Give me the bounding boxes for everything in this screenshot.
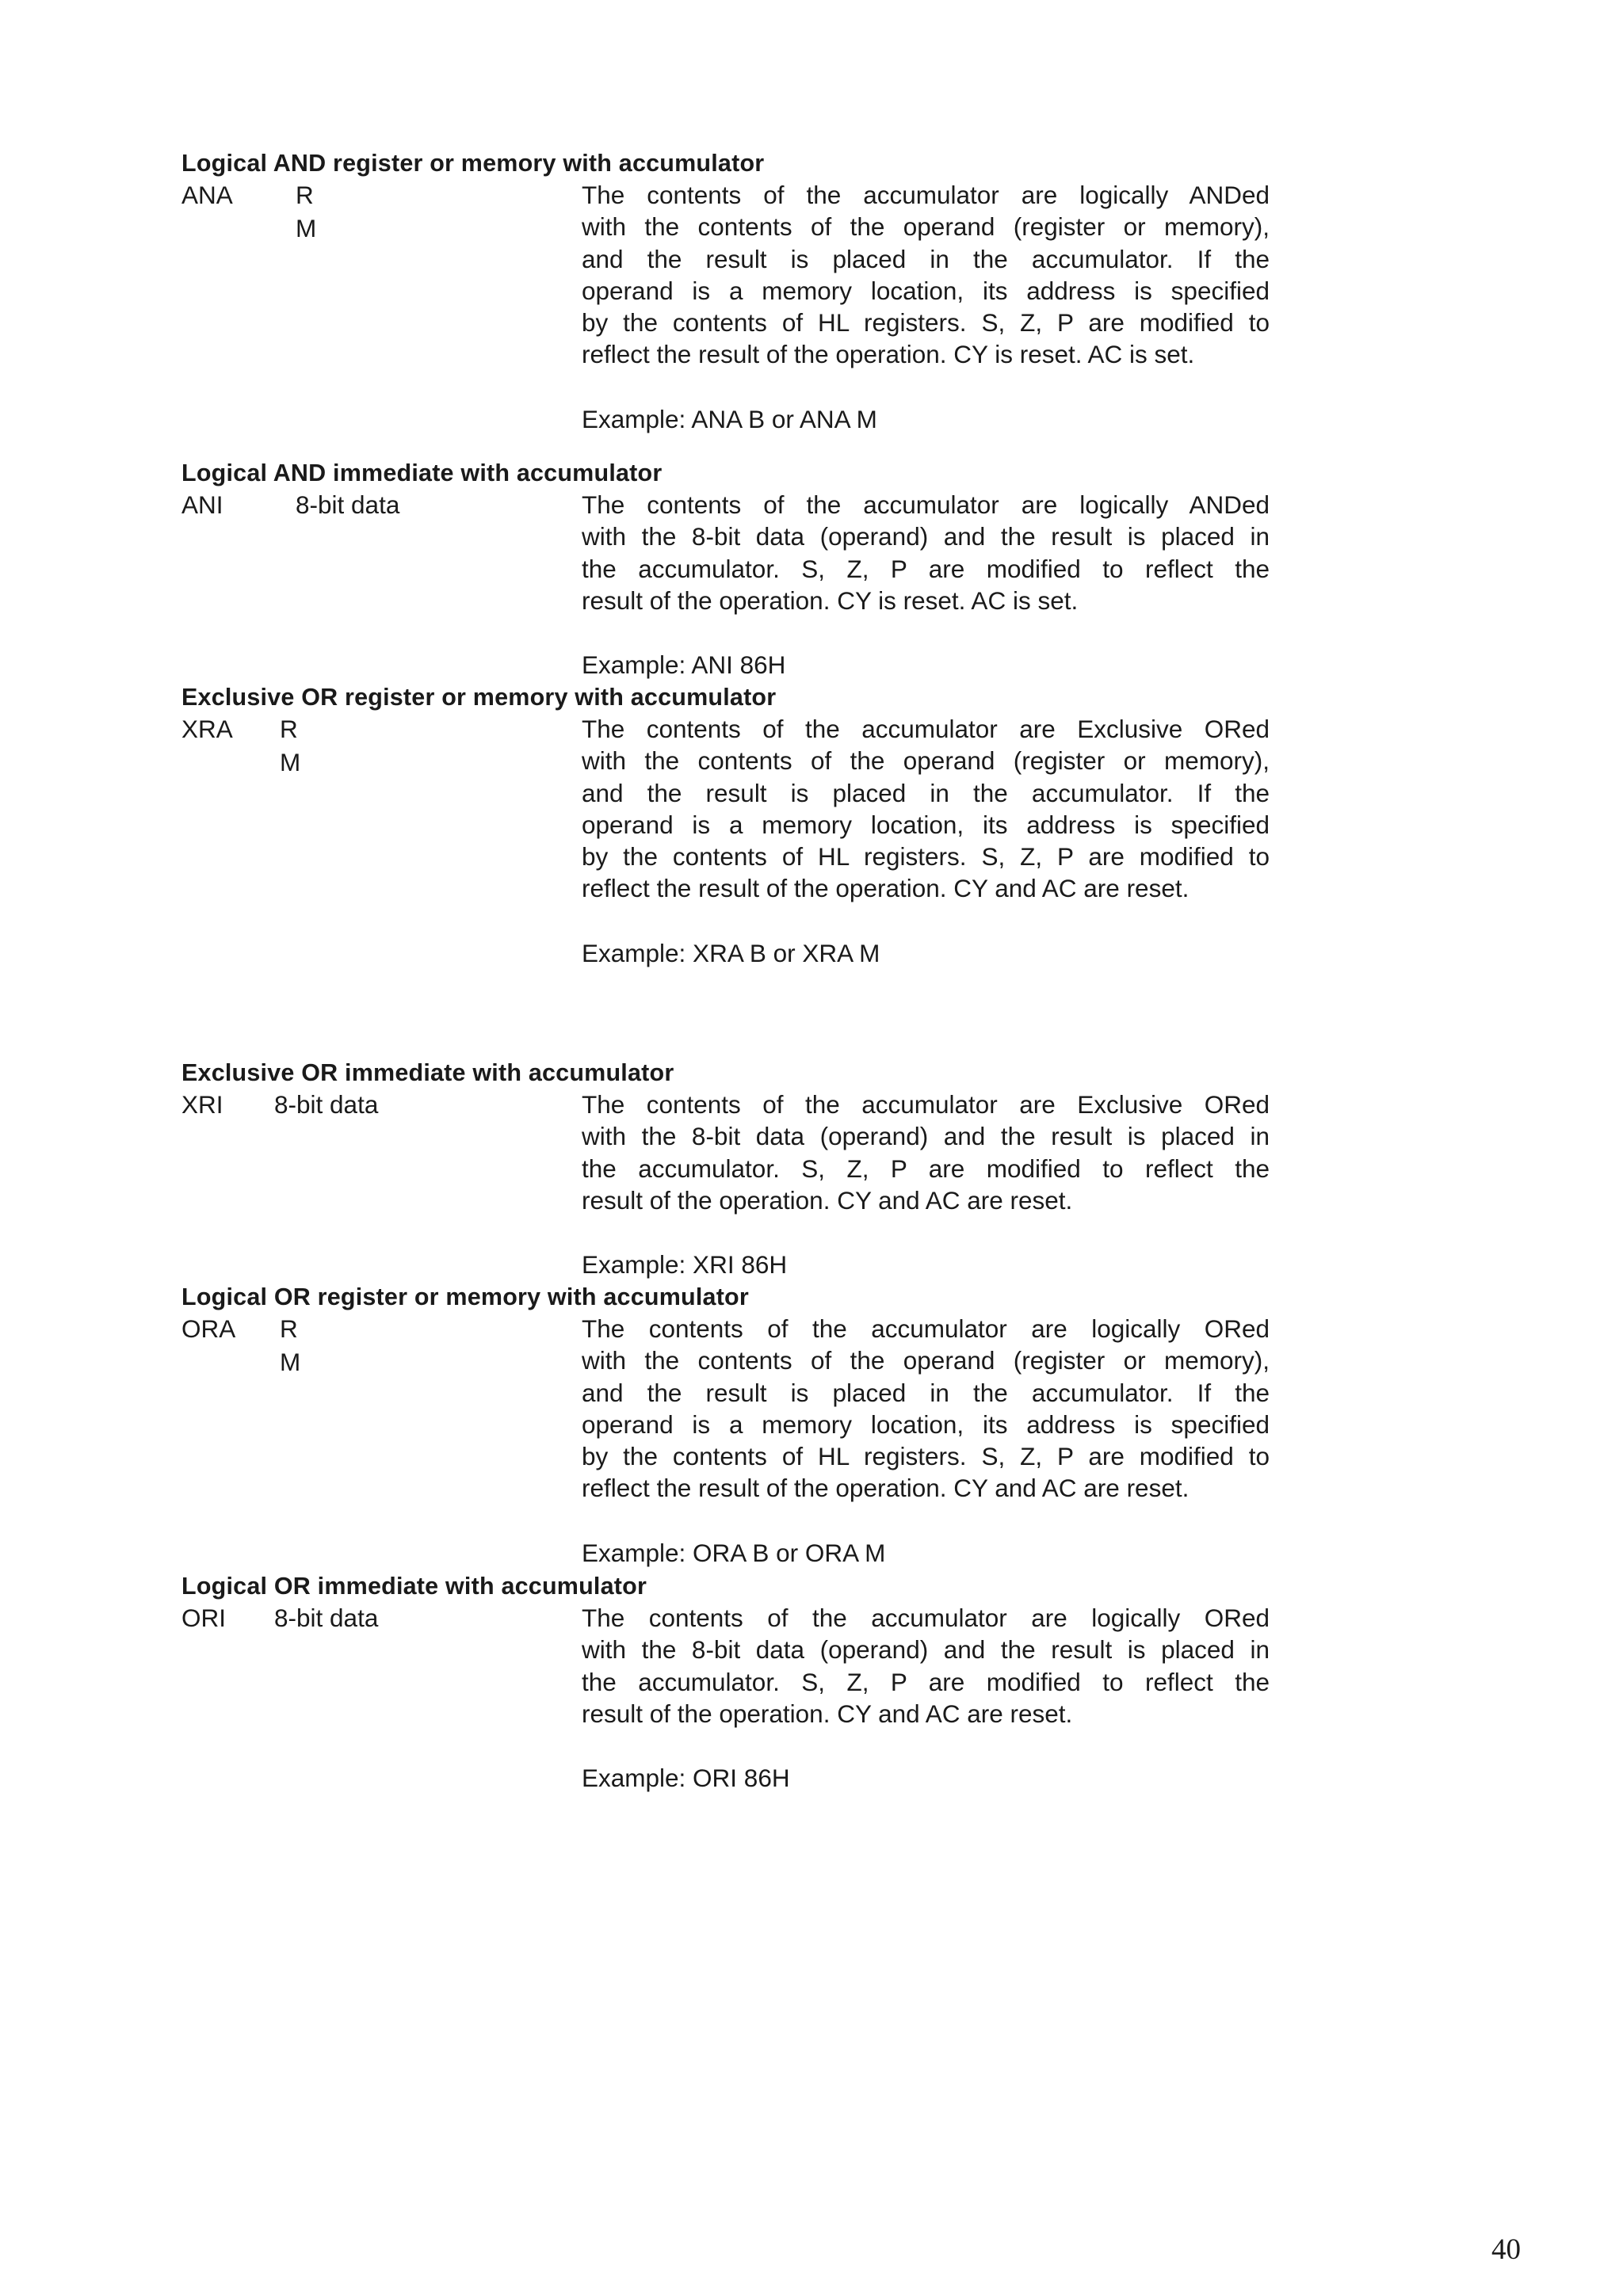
instruction-section-ana xyxy=(181,147,1283,433)
description-line: by the contents of HL registers. S, Z, P are modified to xyxy=(582,1442,1270,1471)
description-line: the accumulator. S, Z, P are modified to reflect the xyxy=(582,1667,1270,1696)
section-title: Logical AND register or memory with accumulator xyxy=(181,150,765,177)
section-title: Exclusive OR immediate with accumulator xyxy=(181,1059,674,1086)
description-line: reflect the result of the operation. CY and AC are reset. xyxy=(582,1474,1190,1503)
instruction-row xyxy=(181,1089,1283,1279)
instruction-row xyxy=(181,1602,1283,1792)
description-line: with the contents of the operand (register or memory), xyxy=(582,746,1270,776)
instruction-section-ani xyxy=(181,457,1283,679)
description-line: The contents of the accumulator are logically ANDed xyxy=(582,490,1270,519)
description-line: result of the operation. CY and AC are reset. xyxy=(582,1699,1073,1728)
example: Example: ORA B or ORA M xyxy=(582,1539,886,1567)
description xyxy=(582,489,1270,616)
operand: R xyxy=(280,1314,298,1343)
description xyxy=(582,713,1270,905)
mnemonic: XRA xyxy=(181,715,233,743)
description-line: with the 8-bit data (operand) and the result is placed in xyxy=(582,1635,1270,1665)
description-line: the accumulator. S, Z, P are modified to reflect the xyxy=(582,1154,1270,1183)
instruction-row xyxy=(181,1313,1283,1567)
mnemonic: ORA xyxy=(181,1314,236,1343)
description-line: and the result is placed in the accumulator. If the xyxy=(582,244,1270,273)
description-line: reflect the result of the operation. CY and AC are reset. xyxy=(582,874,1190,903)
description xyxy=(582,179,1270,371)
description-line: by the contents of HL registers. S, Z, P are modified to xyxy=(582,842,1270,871)
description xyxy=(582,1602,1270,1730)
description-line: with the 8-bit data (operand) and the result is placed in xyxy=(582,1122,1270,1151)
example: Example: XRI 86H xyxy=(582,1250,788,1279)
description-line: with the 8-bit data (operand) and the result is placed in xyxy=(582,522,1270,551)
description-line: the accumulator. S, Z, P are modified to reflect the xyxy=(582,554,1270,583)
description-line: result of the operation. CY is reset. AC is set. xyxy=(582,585,1079,615)
description-line: The contents of the accumulator are Exclusive ORed xyxy=(582,715,1270,743)
instruction-section-ori xyxy=(181,1570,1283,1792)
instruction-section-xri xyxy=(181,1057,1283,1279)
instruction-section-ora xyxy=(181,1281,1283,1567)
operand: 8-bit data xyxy=(296,490,400,519)
description-line: operand is a memory location, its address is specified xyxy=(582,810,1270,839)
section-title: Logical OR immediate with accumulator xyxy=(181,1573,647,1600)
example: Example: ANI 86H xyxy=(582,650,786,679)
description xyxy=(582,1313,1270,1505)
mnemonic: ANI xyxy=(181,490,223,519)
description-line: The contents of the accumulator are Exclusive ORed xyxy=(582,1090,1270,1119)
instruction-section-xra xyxy=(181,681,1283,967)
description-line: with the contents of the operand (register or memory), xyxy=(582,212,1270,242)
description-line: result of the operation. CY and AC are reset. xyxy=(582,1185,1073,1215)
description-line: with the contents of the operand (register or memory), xyxy=(582,1346,1270,1375)
instruction-row xyxy=(181,713,1283,967)
description-line: and the result is placed in the accumulator. If the xyxy=(582,1378,1270,1407)
section-title: Logical AND immediate with accumulator xyxy=(181,460,663,486)
operand: R xyxy=(296,181,314,209)
description-line: The contents of the accumulator are logically ORed xyxy=(582,1314,1270,1343)
operand: M xyxy=(296,214,317,242)
operand: M xyxy=(280,748,301,776)
operand: 8-bit data xyxy=(274,1604,379,1632)
description-line: The contents of the accumulator are logically ANDed xyxy=(582,181,1270,209)
instruction-row xyxy=(181,179,1283,433)
page-number: 40 xyxy=(1491,2233,1521,2266)
mnemonic: XRI xyxy=(181,1090,223,1119)
mnemonic: ANA xyxy=(181,181,233,209)
operand: 8-bit data xyxy=(274,1090,379,1119)
description-line: and the result is placed in the accumulator. If the xyxy=(582,778,1270,807)
description-line: by the contents of HL registers. S, Z, P are modified to xyxy=(582,308,1270,338)
example: Example: XRA B or XRA M xyxy=(582,939,880,967)
section-title: Exclusive OR register or memory with accumulator xyxy=(181,684,777,711)
mnemonic: ORI xyxy=(181,1604,227,1632)
description-line: operand is a memory location, its address is specified xyxy=(582,1409,1270,1439)
section-title: Logical OR register or memory with accumulator xyxy=(181,1283,749,1310)
operand: M xyxy=(280,1348,301,1376)
description-line: operand is a memory location, its address is specified xyxy=(582,276,1270,305)
description-line: reflect the result of the operation. CY is reset. AC is set. xyxy=(582,340,1195,369)
description xyxy=(582,1089,1270,1216)
operand: R xyxy=(280,715,298,743)
example: Example: ORI 86H xyxy=(582,1764,790,1792)
description-line: The contents of the accumulator are logically ORed xyxy=(582,1604,1270,1632)
example: Example: ANA B or ANA M xyxy=(582,405,877,433)
instruction-row xyxy=(181,489,1283,679)
